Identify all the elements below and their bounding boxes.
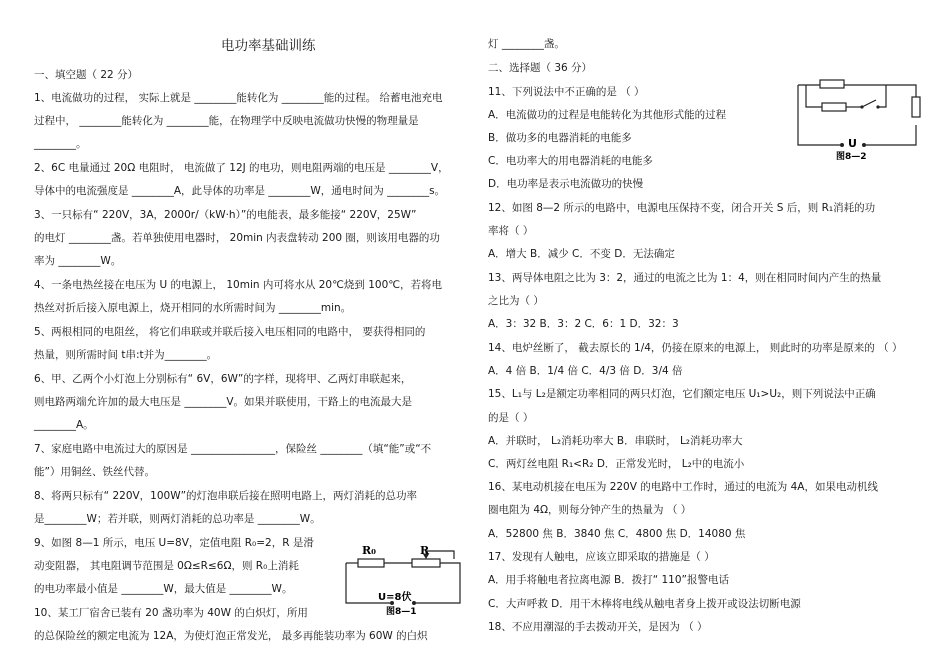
- page-title: 电功率基础训练: [221, 38, 316, 54]
- right-line-15: 的是（ ）: [488, 412, 534, 424]
- r-label: R: [420, 544, 430, 557]
- left-line-14: ________A。: [34, 419, 94, 431]
- left-line-8: 4、一条电热丝接在电压为 U 的电源上， 10min 内可将水从 20℃烧到 100℃，若将电: [34, 279, 443, 291]
- right-line-0: 灯 ________盏。: [488, 38, 565, 50]
- resistor-r1: [822, 103, 846, 111]
- left-line-9: 热丝对折后接入原电源上，烧开相同的水所需时间为 ________min。: [34, 302, 352, 314]
- voltage-label: U=8伏: [378, 592, 412, 603]
- right-line-7: 率将（ ）: [488, 225, 534, 237]
- resistor-r2: [912, 97, 920, 117]
- right-line-11: A．3：32 B．3：2 C．6：1 D．32：3: [488, 318, 679, 330]
- left-line-4: 导体中的电流强度是 ________A，此导体的功率是 ________W，通电时间为 ________s。: [34, 185, 446, 197]
- right-line-21: 17、发现有人触电，应该立即采取的措施是（ ）: [488, 551, 715, 563]
- r0-label: R₀: [362, 544, 376, 557]
- left-line-7: 率为 ________W。: [34, 255, 122, 267]
- right-line-17: C．两灯丝电阻 R₁<R₂ D．正常发光时， L₂中的电流小: [488, 458, 745, 470]
- resistor-r0: [358, 559, 384, 567]
- left-line-2: ________。: [34, 138, 87, 150]
- left-line-16: 能”）用铜丝、铁丝代替。: [34, 466, 155, 478]
- right-line-24: 18、不应用潮湿的手去拨动开关，是因为 （ ）: [488, 621, 708, 633]
- right-line-5: D．电功率是表示电流做功的快慢: [488, 178, 644, 190]
- resistor-r: [412, 559, 440, 567]
- left-line-15: 7、家庭电路中电流过大的原因是 ________________，保险丝 ________（填“能”或“不: [34, 443, 432, 455]
- right-line-6: 12、如图 8—2 所示的电路中，电源电压保持不变，闭合开关 S 后，则 R₁消耗的功: [488, 202, 876, 214]
- right-line-4: C．电功率大的用电器消耗的电能多: [488, 155, 653, 167]
- left-line-18: 是________W；若并联，则两灯消耗的总功率是 ________W。: [34, 513, 321, 525]
- figure-caption: 图8—2: [836, 152, 867, 162]
- right-line-10: 之比为（ ）: [488, 295, 544, 307]
- left-line-20: 动变阻器， 其电阻调节范围是 0Ω≤R≤6Ω，则 R₀上消耗: [34, 560, 299, 572]
- right-line-20: A．52800 焦 B．3840 焦 C．4800 焦 D．14080 焦: [488, 528, 746, 540]
- right-line-18: 16、某电动机接在电压为 220V 的电路中工作时，通过的电流为 4A，如果电动机线: [488, 481, 878, 493]
- left-line-1: 过程中， ________能转化为 ________能，在物理学中反映电流做功快慢的物理量是: [34, 115, 419, 127]
- figure-8-2: [790, 69, 930, 165]
- left-line-10: 5、两根相同的电阻丝， 将它们串联或并联后接入电压相同的电路中， 要获得相同的: [34, 326, 426, 338]
- right-line-1: 11、下列说法中不正确的是 （ ）: [488, 86, 645, 98]
- right-line-19: 圈电阻为 4Ω，则每分钟产生的热量为 （ ）: [488, 504, 692, 516]
- figure-caption: 图8—1: [386, 607, 417, 617]
- left-line-3: 2、6C 电量通过 20Ω 电阻时， 电流做了 12J 的电功，则电阻两端的电压是 ________V，: [34, 162, 449, 174]
- left-line-11: 热量，则所需时间 t串:t并为________。: [34, 349, 218, 361]
- switch-s: [862, 100, 876, 107]
- right-line-3: B．做功多的电器消耗的电能多: [488, 132, 632, 144]
- right-line-14: 15、L₁与 L₂是额定功率相同的两只灯泡，它们额定电压 U₁>U₂，则下列说法中正确: [488, 388, 876, 400]
- section-heading-fill-in: 一、填空题（ 22 分）: [34, 69, 139, 81]
- left-line-17: 8、将两只标有“ 220V，100W”的灯泡串联后接在照明电路上，两灯消耗的总功率: [34, 490, 418, 502]
- left-line-6: 的电灯 ________盏。若单独使用电器时， 20min 内表盘转动 200 圈，则该用电器的功: [34, 232, 440, 244]
- voltage-label: U: [848, 137, 857, 150]
- left-line-22: 10、某工厂宿舍已装有 20 盏功率为 40W 的白炽灯，所用: [34, 607, 308, 619]
- right-line-22: A．用手将触电者拉离电源 B．拨打“ 110”报警电话: [488, 574, 729, 586]
- left-line-12: 6、甲、乙两个小灯泡上分别标有“ 6V，6W”的字样，现将甲、乙两灯串联起来，: [34, 373, 412, 385]
- left-line-13: 则电路两端允许加的最大电压是 ________V。如果并联使用，干路上的电流最大是: [34, 396, 413, 408]
- right-line-16: A．并联时， L₂消耗功率大 B．串联时， L₂消耗功率大: [488, 435, 743, 447]
- right-line-9: 13、两导体电阻之比为 3：2，通过的电流之比为 1：4，则在相同时间内产生的热量: [488, 272, 882, 284]
- left-line-0: 1、电流做功的过程， 实际上就是 ________能转化为 ________能的过程。 给蓄电池充电: [34, 92, 443, 104]
- right-line-2: A．电流做功的过程是电能转化为其他形式能的过程: [488, 109, 727, 121]
- section-heading-choice: 二、选择题（ 36 分）: [488, 62, 593, 74]
- right-line-8: A．增大 B．减少 C．不变 D．无法确定: [488, 248, 675, 260]
- figure-8-1: [340, 541, 466, 617]
- right-line-13: A．4 倍 B．1/4 倍 C．4/3 倍 D．3/4 倍: [488, 365, 683, 377]
- resistor-top: [820, 80, 844, 88]
- left-line-23: 的总保险丝的额定电流为 12A，为使灯泡正常发光， 最多再能装功率为 60W 的白炽: [34, 630, 428, 642]
- right-line-23: C．大声呼救 D．用干木棒将电线从触电者身上拨开或设法切断电源: [488, 598, 801, 610]
- left-line-5: 3、一只标有“ 220V，3A，2000r/（kW·h）”的电能表，最多能接“ 220V，25W”: [34, 209, 417, 221]
- left-line-21: 的电功率最小值是 ________W，最大值是 ________W。: [34, 583, 293, 595]
- left-line-19: 9、如图 8—1 所示，电压 U=8V，定值电阻 R₀=2，R 是滑: [34, 537, 314, 549]
- right-line-12: 14、电炉丝断了， 截去原长的 1/4，仍接在原来的电源上， 则此时的功率是原来的 （ ）: [488, 342, 903, 354]
